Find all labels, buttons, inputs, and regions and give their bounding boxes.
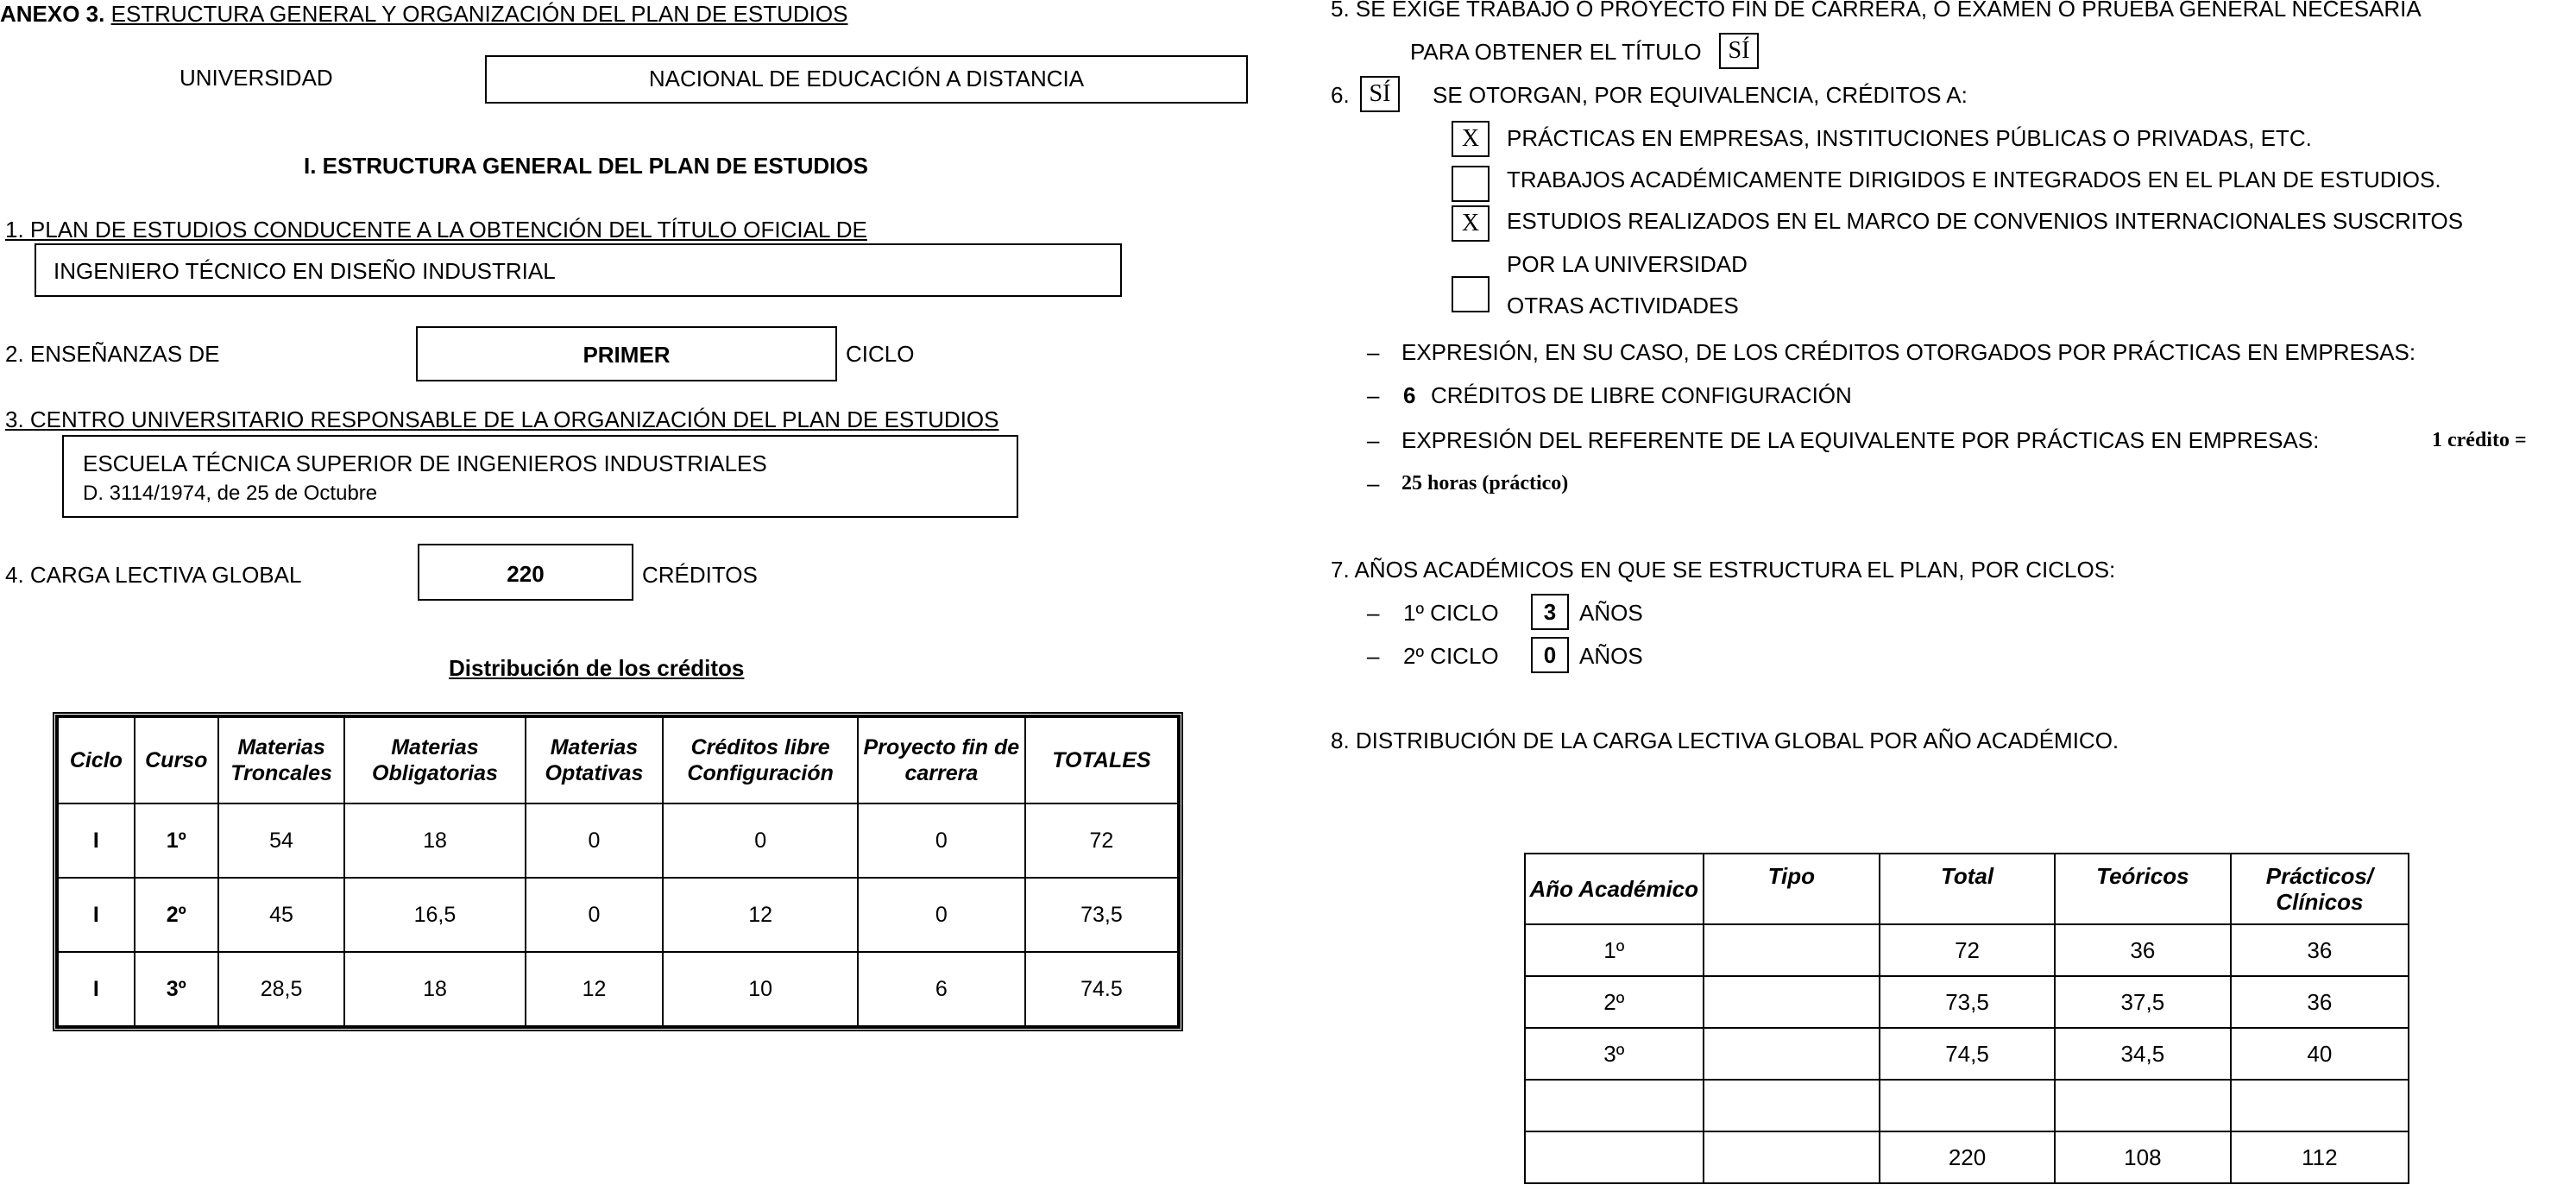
expr2-bold: 1 crédito =: [2432, 429, 2527, 451]
cycle2-suffix: AÑOS: [1579, 643, 1643, 669]
option3-text: ESTUDIOS REALIZADOS EN EL MARCO DE CONVENIOS INTERNACIONALES SUSCRITOS: [1507, 208, 2464, 234]
cell: 54: [218, 803, 345, 878]
cell: 220: [1880, 1131, 2055, 1183]
cell: 0: [526, 803, 664, 878]
cell: 40: [2231, 1028, 2409, 1080]
item8-label: 8. DISTRIBUCIÓN DE LA CARGA LECTIVA GLOBAL POR AÑO ACADÉMICO.: [1331, 728, 2119, 753]
cell: 1º: [135, 803, 218, 878]
cell: I: [58, 878, 135, 952]
header-anio: Año Académico: [1525, 854, 1704, 924]
expr3-text: 25 horas (práctico): [1401, 472, 1569, 495]
item4-label: 4. CARGA LECTIVA GLOBAL: [5, 562, 302, 588]
credits-value: 220: [507, 561, 545, 587]
cycle-box: [416, 326, 837, 381]
free-credits-text: CRÉDITOS DE LIBRE CONFIGURACIÓN: [1431, 382, 1852, 408]
cell: 36: [2231, 976, 2409, 1028]
cell: 112: [2231, 1131, 2409, 1183]
cell: 10: [663, 952, 857, 1026]
cell: 2º: [1525, 976, 1704, 1028]
table-header-row: [1525, 854, 2409, 924]
table-row: [58, 878, 1178, 952]
cell: 3º: [135, 952, 218, 1026]
cell: [1704, 1131, 1880, 1183]
cycle-value: PRIMER: [583, 342, 671, 368]
cell: 73,5: [1025, 878, 1178, 952]
degree-box: [35, 243, 1122, 297]
section-title: I. ESTRUCTURA GENERAL DEL PLAN DE ESTUDIOS: [304, 153, 868, 179]
header-totales: TOTALES: [1025, 717, 1178, 803]
table-row: [1525, 1080, 2409, 1131]
expr1-text: EXPRESIÓN, EN SU CASO, DE LOS CRÉDITOS OTORGADOS POR PRÁCTICAS EN EMPRESAS:: [1401, 339, 2416, 365]
header-total: Total: [1880, 854, 2055, 924]
cell: 28,5: [218, 952, 345, 1026]
cell: 0: [526, 878, 664, 952]
center-line2: D. 3114/1974, de 25 de Octubre: [83, 482, 378, 505]
cell: 18: [344, 952, 525, 1026]
header-curso: Curso: [135, 717, 218, 803]
cell: 45: [218, 878, 345, 952]
header-optativas: Materias Optativas: [526, 717, 664, 803]
cell: [1704, 1080, 1880, 1131]
option4-checkbox: [1452, 276, 1490, 312]
cycle2-dash: –: [1367, 643, 1380, 669]
free-credits-num: 6: [1403, 382, 1416, 408]
cell: 12: [663, 878, 857, 952]
cell: I: [58, 952, 135, 1026]
header-proyecto: Proyecto fin de carrera: [858, 717, 1025, 803]
annex-title: ESTRUCTURA GENERAL Y ORGANIZACIÓN DEL PLAN DE ESTUDIOS: [110, 1, 848, 27]
option2-text: TRABAJOS ACADÉMICAMENTE DIRIGIDOS E INTEGRADOS EN EL PLAN DE ESTUDIOS.: [1507, 167, 2441, 192]
cell: 72: [1880, 924, 2055, 976]
cell: 16,5: [344, 878, 525, 952]
item5-line1: 5. SE EXIGE TRABAJO O PROYECTO FIN DE CARRERA, O EXAMEN O PRUEBA GENERAL NECESARIA: [1331, 0, 2422, 22]
option1-text: PRÁCTICAS EN EMPRESAS, INSTITUCIONES PÚBLICAS O PRIVADAS, ETC.: [1507, 125, 2312, 151]
option2-checkbox: [1452, 166, 1490, 202]
cell: [1704, 924, 1880, 976]
cell: 34,5: [2055, 1028, 2231, 1080]
annex-heading: [0, 0, 847, 28]
cell: [1525, 1080, 1704, 1131]
cell: [1525, 1131, 1704, 1183]
cycle2-years-box: 0: [1531, 637, 1569, 673]
cell: 1º: [1525, 924, 1704, 976]
distribution-title: Distribución de los créditos: [449, 655, 745, 681]
university-box: [485, 55, 1248, 104]
expr2-dash: –: [1367, 427, 1380, 453]
credits-distribution-table: [57, 716, 1179, 1027]
cell: [2231, 1080, 2409, 1131]
cell: [2055, 1080, 2231, 1131]
table-row: [1525, 924, 2409, 976]
cell: 36: [2055, 924, 2231, 976]
cell: [1704, 1028, 1880, 1080]
header-obligatorias: Materias Obligatorias: [344, 717, 525, 803]
cell: [1704, 976, 1880, 1028]
center-line1: ESCUELA TÉCNICA SUPERIOR DE INGENIEROS INDUSTRIALES: [83, 451, 767, 476]
cell: 2º: [135, 878, 218, 952]
cell: 18: [344, 803, 525, 878]
cell: 0: [858, 878, 1025, 952]
item3-label: 3. CENTRO UNIVERSITARIO RESPONSABLE DE LA ORGANIZACIÓN DEL PLAN DE ESTUDIOS: [5, 406, 999, 432]
option3-checkbox: X: [1452, 205, 1490, 242]
item2-suffix: CICLO: [846, 341, 915, 367]
item7-label: 7. AÑOS ACADÉMICOS EN QUE SE ESTRUCTURA EL PLAN, POR CICLOS:: [1331, 557, 2116, 583]
table-row: [1525, 1028, 2409, 1080]
item5-line2: PARA OBTENER EL TÍTULO: [1410, 39, 1702, 65]
cell: 0: [858, 803, 1025, 878]
university-label: UNIVERSIDAD: [180, 65, 333, 91]
annex-label: ANEXO 3.: [0, 1, 105, 27]
cell: I: [58, 803, 135, 878]
expr3-dash: –: [1367, 470, 1380, 496]
header-troncales: Materias Troncales: [218, 717, 345, 803]
header-practicos: Prácticos/ Clínicos: [2231, 854, 2409, 924]
item4-suffix: CRÉDITOS: [642, 562, 758, 588]
option3-text2: POR LA UNIVERSIDAD: [1507, 251, 1748, 277]
cell: 0: [663, 803, 857, 878]
header-ciclo: Ciclo: [58, 717, 135, 803]
cell: 72: [1025, 803, 1178, 878]
item2-label: 2. ENSEÑANZAS DE: [5, 341, 220, 367]
cycle1-label: 1º CICLO: [1403, 600, 1499, 626]
credits-dash: –: [1367, 382, 1380, 408]
cell: [1880, 1080, 2055, 1131]
cell: 37,5: [2055, 976, 2231, 1028]
cell: 108: [2055, 1131, 2231, 1183]
header-teoricos: Teóricos: [2055, 854, 2231, 924]
equivalence-box: SÍ: [1360, 76, 1400, 112]
expr2-text: EXPRESIÓN DEL REFERENTE DE LA EQUIVALENTE POR PRÁCTICAS EN EMPRESAS:: [1401, 427, 2320, 453]
credits-box: [418, 544, 633, 601]
cell: 73,5: [1880, 976, 2055, 1028]
option1-checkbox: X: [1452, 121, 1490, 157]
thesis-required-box: SÍ: [1719, 33, 1759, 69]
university-value: NACIONAL DE EDUCACIÓN A DISTANCIA: [648, 66, 1085, 91]
header-tipo: Tipo: [1704, 854, 1880, 924]
cell: 36: [2231, 924, 2409, 976]
degree-value: INGENIERO TÉCNICO EN DISEÑO INDUSTRIAL: [54, 258, 556, 284]
cell: 6: [858, 952, 1025, 1026]
option4-text: OTRAS ACTIVIDADES: [1507, 293, 1739, 318]
expr1-dash: –: [1367, 339, 1380, 365]
cycle2-label: 2º CICLO: [1403, 643, 1499, 669]
cycle1-dash: –: [1367, 600, 1380, 626]
cell: 12: [526, 952, 664, 1026]
cell: 3º: [1525, 1028, 1704, 1080]
center-box: [62, 435, 1018, 518]
item6-num: 6.: [1331, 82, 1350, 108]
cycle1-years-box: 3: [1531, 594, 1569, 630]
header-libre: Créditos libre Configuración: [663, 717, 857, 803]
item6-label: SE OTORGAN, POR EQUIVALENCIA, CRÉDITOS A:: [1433, 82, 1968, 108]
cell: 74,5: [1880, 1028, 2055, 1080]
table-total-row: [1525, 1131, 2409, 1183]
item1-label: 1. PLAN DE ESTUDIOS CONDUCENTE A LA OBTENCIÓN DEL TÍTULO OFICIAL DE: [5, 217, 867, 243]
annual-load-table: [1524, 853, 2409, 1184]
table-header-row: [58, 717, 1178, 803]
table-row: [58, 952, 1178, 1026]
table-row: [1525, 976, 2409, 1028]
table-row: [58, 803, 1178, 878]
cycle1-suffix: AÑOS: [1579, 600, 1643, 626]
cell: 74.5: [1025, 952, 1178, 1026]
